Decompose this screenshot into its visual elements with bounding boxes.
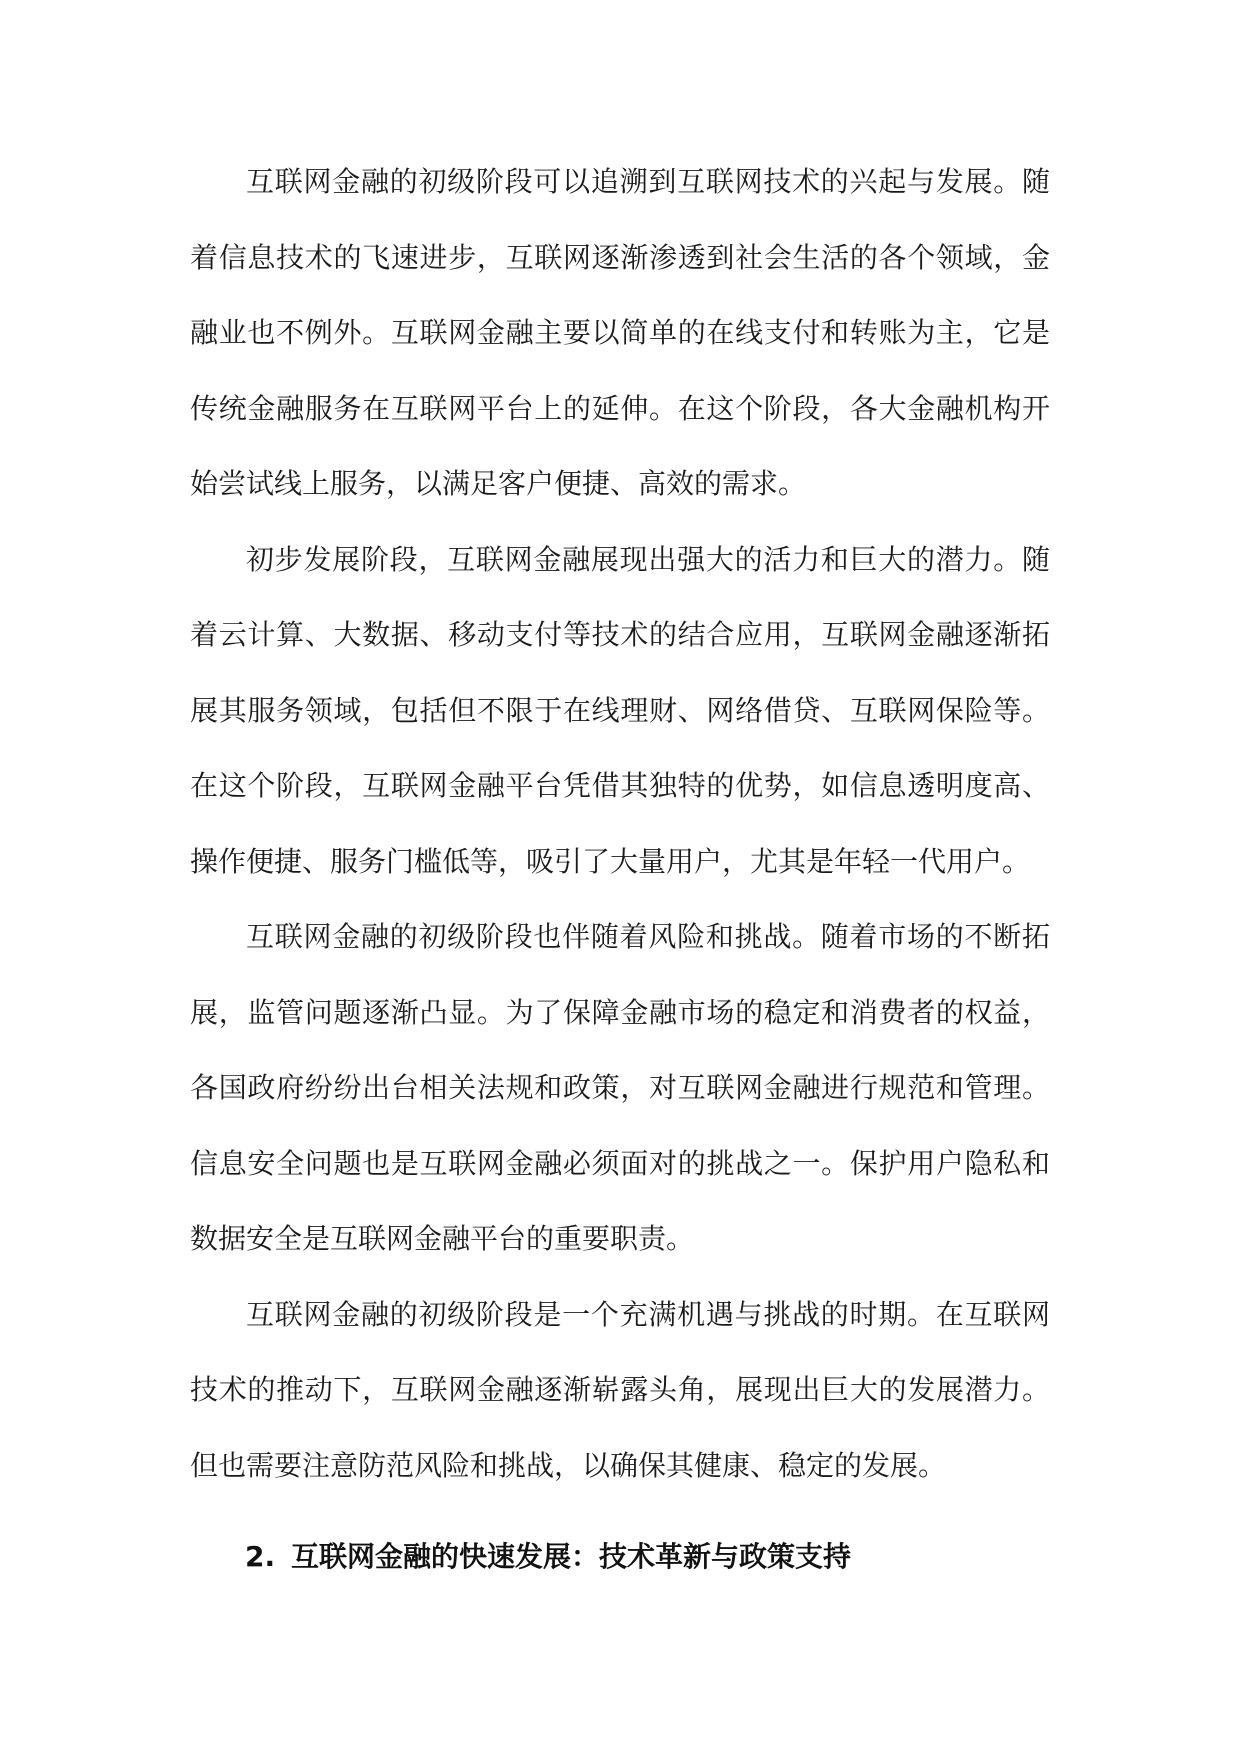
section-number: 2. — [245, 1540, 276, 1573]
paragraph-2: 初步发展阶段，互联网金融展现出强大的活力和巨大的潜力。随着云计算、大数据、移动支付等技术的结合应用，互联网金融逐渐拓展其服务领域，包括但不限于在线理财、网络借贷、互联网保险等。在这个阶段，互联网金融平台凭借其独特的优势，如信息透明度高、操作便捷、服务门槛低等，吸引了大量用户，尤其是年轻一代用户。 — [190, 542, 1050, 878]
body-text — [190, 144, 1050, 1503]
section-title: 互联网金融的快速发展：技术革新与政策支持 — [291, 1540, 852, 1573]
paragraph-1: 互联网金融的初级阶段可以追溯到互联网技术的兴起与发展。随着信息技术的飞速进步，互联网逐渐渗透到社会生活的各个领域，金融业也不例外。互联网金融主要以简单的在线支付和转账为主，它是传统金融服务在互联网平台上的延伸。在这个阶段，各大金融机构开始尝试线上服务，以满足客户便捷、高效的需求。 — [190, 165, 1050, 500]
section-heading — [245, 1535, 851, 1575]
paragraph-3: 互联网金融的初级阶段也伴随着风险和挑战。随着市场的不断拓展，监管问题逐渐凸显。为了保障金融市场的稳定和消费者的权益，各国政府纷纷出台相关法规和政策，对互联网金融进行规范和管理。信息安全问题也是互联网金融必须面对的挑战之一。保护用户隐私和数据安全是互联网金融平台的重要职责。 — [190, 920, 1050, 1255]
paragraph-4: 互联网金融的初级阶段是一个充满机遇与挑战的时期。在互联网技术的推动下，互联网金融逐渐崭露头角，展现出巨大的发展潜力。但也需要注意防范风险和挑战，以确保其健康、稳定的发展。 — [190, 1297, 1050, 1482]
